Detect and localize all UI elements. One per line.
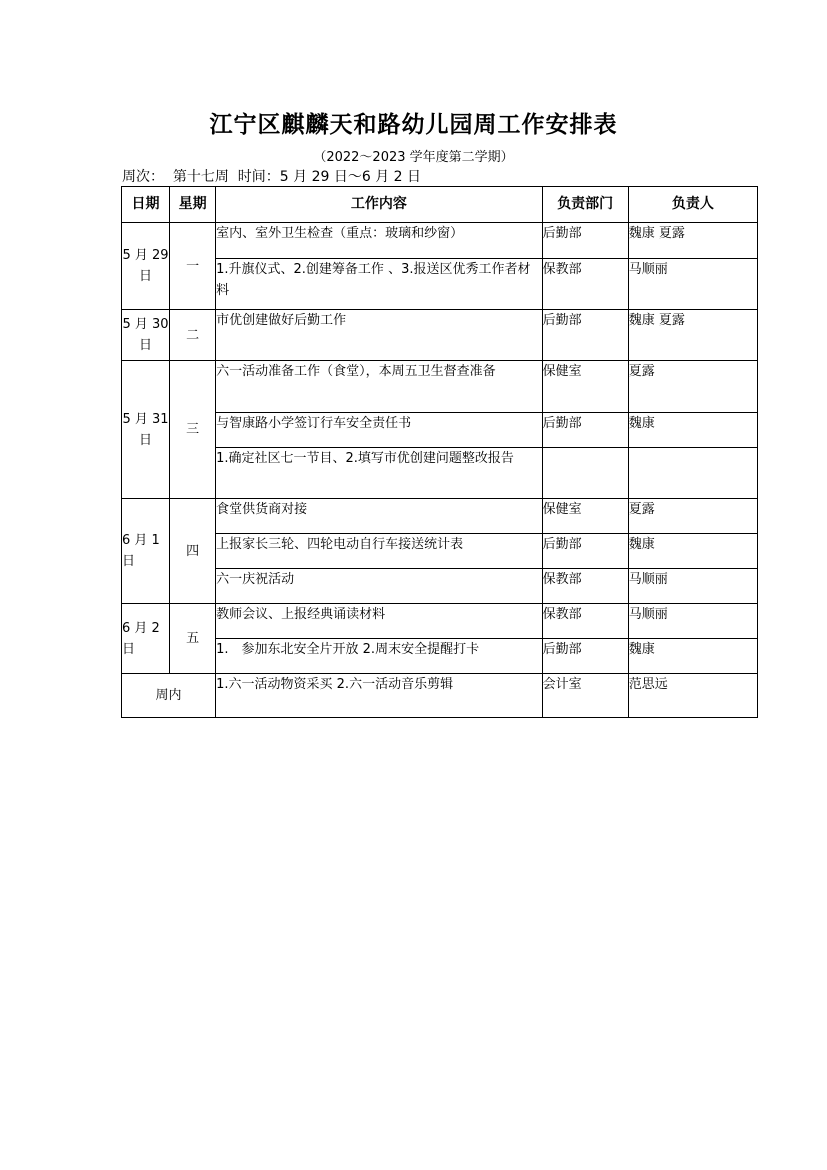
summary-label: 周内 (122, 674, 216, 718)
table-row (122, 223, 758, 259)
summary-content: 1.六一活动物资采买 2.六一活动音乐剪辑 (216, 674, 543, 718)
task-content: 与智康路小学签订行车安全责任书 (216, 413, 543, 448)
week-info: 周次： 第十七周 时间：5 月 29 日～6 月 2 日 (122, 169, 422, 185)
table-row (122, 499, 758, 534)
task-person: 魏康 夏露 (628, 310, 757, 361)
task-content: 六一庆祝活动 (216, 569, 543, 604)
day-weekday: 五 (170, 604, 216, 674)
task-content: 1.确定社区七一节目、2.填写市优创建问题整改报告 (216, 448, 543, 499)
task-content: 1.升旗仪式、2.创建筹备工作 、3.报送区优秀工作者材料 (216, 259, 543, 310)
task-content: 六一活动准备工作（食堂），本周五卫生督查准备 (216, 361, 543, 413)
header-person: 负责人 (628, 187, 757, 223)
task-person: 马顺丽 (628, 604, 757, 639)
weekly-schedule-table (121, 186, 758, 718)
day-weekday: 三 (170, 361, 216, 499)
day-weekday: 二 (170, 310, 216, 361)
day-weekday: 四 (170, 499, 216, 604)
task-person: 魏康 (628, 534, 757, 569)
semester-subtitle: （2022～2023 学年度第二学期） (313, 150, 514, 165)
task-dept: 保教部 (542, 604, 628, 639)
task-person: 马顺丽 (628, 259, 757, 310)
task-dept: 后勤部 (542, 639, 628, 674)
table-row (122, 310, 758, 361)
table-row (122, 448, 758, 499)
day-date: 5 月 29 日 (122, 223, 170, 310)
day-weekday: 一 (170, 223, 216, 310)
day-date: 5 月 31 日 (122, 361, 170, 499)
day-date: 5 月 30 日 (122, 310, 170, 361)
table-row (122, 604, 758, 639)
day-date: 6 月 2 日 (122, 604, 170, 674)
task-dept: 后勤部 (542, 534, 628, 569)
task-person: 魏康 (628, 639, 757, 674)
table-row (122, 639, 758, 674)
summary-dept: 会计室 (542, 674, 628, 718)
task-content: 食堂供货商对接 (216, 499, 543, 534)
header-weekday: 星期 (170, 187, 216, 223)
table-row (122, 534, 758, 569)
table-row (122, 569, 758, 604)
task-content: 室内、室外卫生检查（重点：玻璃和纱窗） (216, 223, 543, 259)
summary-row (122, 674, 758, 718)
page-title: 江宁区麒麟天和路幼儿园周工作安排表 (209, 111, 618, 138)
header-date: 日期 (122, 187, 170, 223)
summary-person: 范思远 (628, 674, 757, 718)
task-content: 市优创建做好后勤工作 (216, 310, 543, 361)
task-dept (542, 448, 628, 499)
task-dept: 后勤部 (542, 310, 628, 361)
table-row (122, 413, 758, 448)
day-date: 6 月 1 日 (122, 499, 170, 604)
task-person: 魏康 夏露 (628, 223, 757, 259)
task-person (628, 448, 757, 499)
task-person: 夏露 (628, 361, 757, 413)
task-dept: 后勤部 (542, 413, 628, 448)
table-row (122, 361, 758, 413)
task-person: 马顺丽 (628, 569, 757, 604)
task-content: 教师会议、上报经典诵读材料 (216, 604, 543, 639)
task-person: 魏康 (628, 413, 757, 448)
header-row (122, 187, 758, 223)
task-dept: 保教部 (542, 569, 628, 604)
header-dept: 负责部门 (542, 187, 628, 223)
header-content: 工作内容 (216, 187, 543, 223)
task-content: 1. 参加东北安全片开放 2.周末安全提醒打卡 (216, 639, 543, 674)
task-person: 夏露 (628, 499, 757, 534)
task-dept: 后勤部 (542, 223, 628, 259)
task-content: 上报家长三轮、四轮电动自行车接送统计表 (216, 534, 543, 569)
task-dept: 保健室 (542, 361, 628, 413)
task-dept: 保健室 (542, 499, 628, 534)
table-row (122, 259, 758, 310)
task-dept: 保教部 (542, 259, 628, 310)
